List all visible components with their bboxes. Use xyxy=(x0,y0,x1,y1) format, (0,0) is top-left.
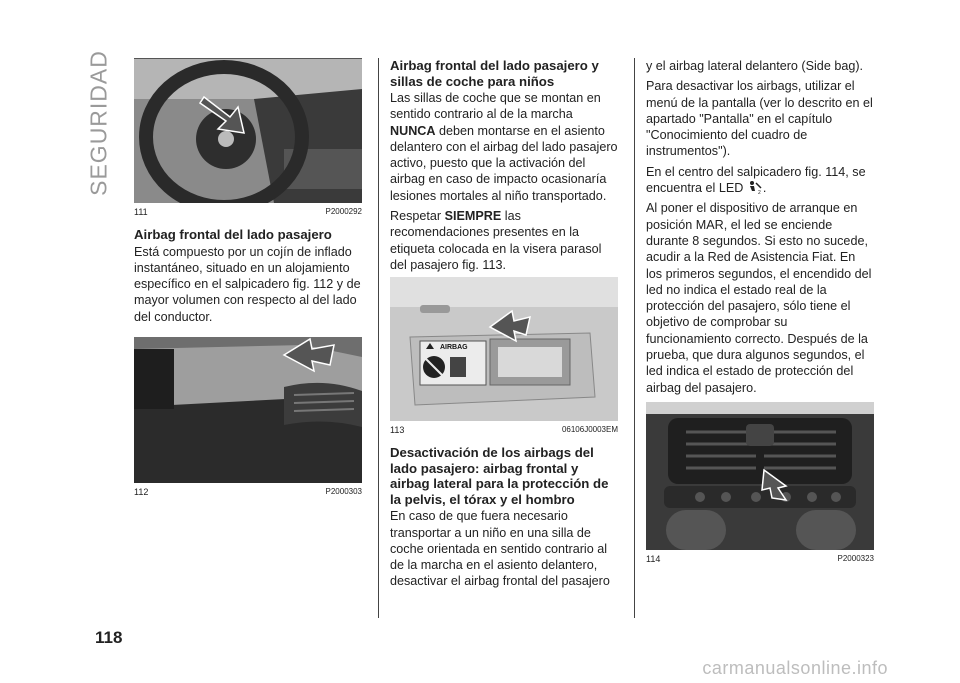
figure-code: 06106J0003EM xyxy=(561,425,618,435)
column-1 xyxy=(134,58,362,507)
figure-number: 114 xyxy=(646,553,661,564)
section-title: SEGURIDAD xyxy=(85,50,112,196)
column-3 xyxy=(646,58,874,574)
figure-113-sun-visor xyxy=(390,277,618,421)
paragraph xyxy=(646,164,874,197)
figure-112-dashboard xyxy=(134,337,362,483)
figure-code: P2000323 xyxy=(837,553,874,563)
heading-airbag-pasajero: Airbag frontal del lado pasajero xyxy=(134,227,332,242)
text: . xyxy=(762,181,767,196)
text: deben montarse en el asiento delantero con el airbag del lado pasajero activo, puesto que la activación del airbag en caso de impacto ocasionaría lesiones mortales al niño transportado. xyxy=(390,123,618,203)
column-divider xyxy=(378,58,379,618)
figure-114-center-console xyxy=(646,402,874,550)
paragraph: Está compuesto por un cojín de inflado instantáneo, situado en un alojamiento específico en el salpicadero fig. 112 y de mayor volumen con respecto al del lado del conductor. xyxy=(134,244,361,324)
paragraph: Para desactivar los airbags, utilizar el menú de la pantalla (ver lo descrito en el apartado "Pantalla" en el capítulo "Conocimiento del cuadro de instrumentos"). xyxy=(646,79,873,159)
emphasis-siempre: SIEMPRE xyxy=(444,209,502,224)
figure-code: P2000303 xyxy=(325,486,362,496)
heading-desactivacion: Desactivación de los airbags del lado pasajero: airbag frontal y airbag lateral para la protección de la pelvis, el tórax y el hombro xyxy=(390,445,609,507)
paragraph xyxy=(390,90,618,204)
heading-airbag-sillas: Airbag frontal del lado pasajero y sillas de coche para niños xyxy=(390,58,599,89)
paragraph: Al poner el dispositivo de arranque en posición MAR, el led se enciende durante 8 segundos. Si esto no sucede, acudir a la Red de Asistencia Fiat. En los primeros segundos, el encendido del led no indica el estado real de la protección del pasajero, sólo tiene el objetivo de comprobar su funcionamiento correcto. Después de la prueba, que dura algunos segundos, el led indica el estado de protección del airbag del pasajero. xyxy=(646,201,872,395)
watermark: carmanualsonline.info xyxy=(702,658,888,678)
svg-text:2: 2 xyxy=(757,190,761,195)
text: Las sillas de coche que se montan en sentido contrario al de la marcha xyxy=(390,91,601,122)
figure-number: 113 xyxy=(390,425,405,436)
page-number: 118 xyxy=(95,628,123,647)
figure-caption xyxy=(134,207,362,217)
figure-111-steering-wheel xyxy=(134,59,362,203)
text: las recomendaciones presentes en la etiqueta colocada en la visera parasol del pasajero fig. 113. xyxy=(390,209,602,272)
airbag-off-led-icon xyxy=(747,180,763,194)
paragraph: En caso de que fuera necesario transportar a un niño en una silla de coche orientada en sentido contrario al de la marcha en el asiento delantero, desactivar el airbag frontal del pasajero xyxy=(390,509,610,589)
paragraph: y el airbag lateral delantero (Side bag). xyxy=(646,59,864,73)
figure-caption xyxy=(134,487,362,497)
paragraph xyxy=(390,208,618,273)
column-divider xyxy=(634,58,635,618)
figure-caption xyxy=(646,554,874,564)
figure-number: 111 xyxy=(134,207,148,217)
figure-number: 112 xyxy=(134,486,149,497)
figure-caption xyxy=(390,425,618,435)
column-2 xyxy=(390,58,618,594)
text: En el centro del salpicadero fig. 114, se encuentra el LED xyxy=(646,164,866,196)
text: Respetar xyxy=(390,209,442,224)
airbag-label: AIRBAG xyxy=(440,344,468,352)
figure-code: P2000292 xyxy=(325,207,362,216)
section-tab xyxy=(84,50,114,196)
emphasis-nunca: NUNCA xyxy=(390,123,436,138)
